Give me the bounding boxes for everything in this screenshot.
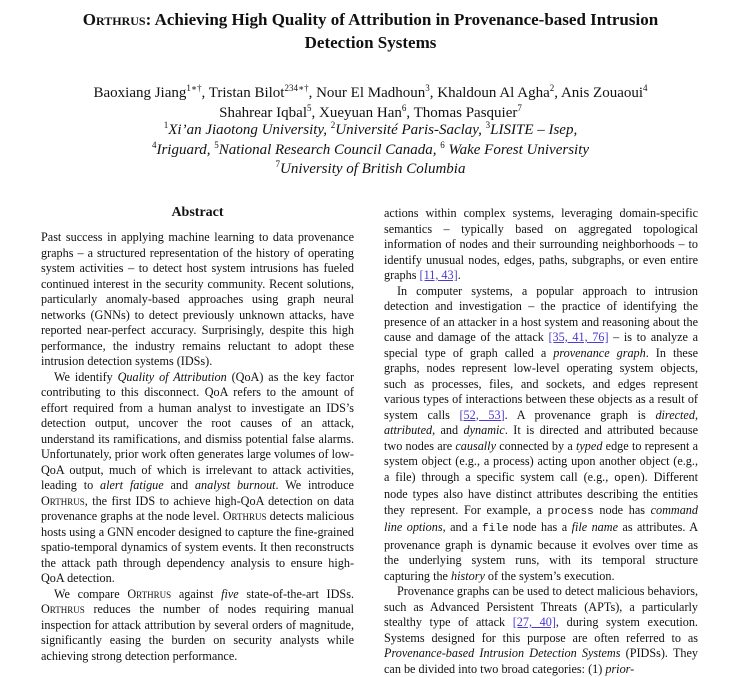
affiliation: Iriguard, [156,141,215,158]
affiliation: University of British Columbia [280,161,466,177]
body-paragraph-3 [384,584,698,677]
affil-mark: 1 [163,120,169,130]
affiliation-line-1 [20,121,721,141]
emphasis: attributed [384,423,433,437]
code-token: process [547,505,594,518]
emphasis: Quality of Attribution [117,369,227,384]
abstract-column [41,205,354,664]
text-run: . A provenance graph is [504,407,656,422]
text-run: , the first IDS to achieve high-QoA detection on data provenance graphs at the node level. [41,493,354,523]
text-run: We compare [54,586,128,601]
affiliation: LISITE – Isep, [490,122,578,138]
emphasis: command line options [384,502,698,534]
author: Shahrear Iqbal [219,104,308,121]
intro-column [384,206,698,677]
text-run: of the system’s execution. [484,568,615,583]
title-line2: Detection Systems [304,33,437,52]
author: Nour El Madhoun [316,85,426,101]
emphasis: prior- [605,661,635,676]
citation-link[interactable]: [52, 53] [459,407,505,422]
emphasis: causally [455,438,496,453]
affiliation: Wake Forest University [444,141,590,158]
author-mark: 5 [307,102,312,113]
body-paragraph-1 [384,206,698,284]
author: Tristan Bilot [208,85,285,101]
emphasis: Provenance-based Intrusion Detection Systems [384,646,621,660]
abstract-paragraph-1: Past success in applying machine learning to data provenance graphs – a structured representation of the history of operating system activities – to detect host system intrusions has fueled continued interest in the security community. Recent solutions, particularly anomaly-based approaches using graph neural networks (GNNs) to detect previously unknown attacks, have reported near-perfect accuracy. Surprisingly, despite this high performance, the industry remains reluctant to adopt these intrusion detection systems (IDSs). [41,230,354,368]
code-token: open [614,472,641,485]
text-run: node has [593,502,651,517]
affil-mark: 5 [214,139,219,150]
paper-title [20,8,721,54]
system-name: Orthrus [41,602,85,616]
author-mark: 1∗† [186,83,202,93]
author-mark: 4 [643,83,648,93]
text-run: – is to analyze a special type of graph called a [384,330,699,360]
system-name: Orthrus [127,586,172,601]
emphasis: alert fatigue [100,478,164,492]
text-run: , and [432,423,464,437]
author-mark: 234∗† [284,83,309,93]
author: Thomas Pasquier [413,104,518,121]
citation-link[interactable]: [27, 40] [512,615,556,629]
affiliation-line-2 [20,141,721,161]
text-run: and [163,478,195,492]
author-mark: 7 [517,102,522,113]
system-name: Orthrus [222,509,267,523]
text-run: as attributes. A provenance graph is dynamic because it evolves over time as the underlying system runs, with its temporal structure capturing the [384,520,698,583]
text-run: connected by a [495,438,577,453]
citation-link[interactable]: [11, 43] [419,268,458,282]
text-run: Provenance graphs can be used to detect malicious behaviors, such as Advanced Persistent Threats (APTs), a particularly stealthy type of attack [384,584,698,629]
affil-mark: 2 [330,120,336,130]
emphasis: provenance graph [553,345,646,360]
system-name: Orthrus [41,493,85,508]
author-sep: , [308,85,317,101]
abstract-heading: Abstract [171,205,224,220]
text-run: edge to represent a system object (e.g., a process) acting upon another object (e.g., a file) through a specific system call (e.g., [384,438,699,484]
author-sep: , [554,85,561,101]
text-run: state-of-the-art IDSs. [238,586,354,601]
text-run: , [694,407,698,422]
author-list [20,84,721,123]
author: Khaldoun Al Agha [437,85,550,101]
affiliation: Université Paris-Saclay, [335,122,486,138]
affiliation-line-3 [20,160,721,180]
title-line1: : Achieving High Quality of Attribution in Provenance-based Intrusion [145,10,659,29]
code-token: file [482,523,509,535]
author-line-1 [20,84,721,104]
affil-mark: 6 [440,139,445,150]
author: Baoxiang Jiang [93,85,187,101]
affiliations [20,121,721,180]
text-run: node has a [508,520,572,534]
author-mark: 2 [549,83,555,93]
author-mark: 3 [425,83,430,93]
author-mark: 6 [401,102,407,113]
text-run: , and a [442,520,483,534]
emphasis: analyst burnout [194,478,276,492]
emphasis: history [451,568,485,583]
text-run: (QoA) as the key factor contributing to this disconnect. QoA refers to the amount of effort required from a human analyst to investigate an IDS’s detection output, uncover the root causes of an attack, understand its ramifications, and dismiss potential false alarms. Unfortunately, prior work often generates large volumes of low-QoA output, much of which is irrelevant to attack activities, leading to [41,369,355,492]
title-system-name: Orthrus [82,10,146,29]
text-run: against [171,586,222,601]
emphasis: file name [571,520,618,534]
text-run: , during system execution. Systems designed for this purpose are often referred to as [384,615,698,645]
text-run: . [457,268,461,282]
author-sep: , [201,85,209,101]
text-run: In computer systems, a popular approach to intrusion detection and investigation – the practice of identifying the presence of an attacker in a host system and reasoning about the cause and damage of the attack [384,283,698,344]
emphasis: typed [576,438,603,453]
affil-mark: 7 [275,159,281,169]
text-run: (PIDSs). They can be divided into two broad categories: (1) [384,646,698,676]
affiliation: National Research Council Canada, [218,141,441,158]
text-run: . We introduce [275,478,354,492]
author-sep: , [429,85,438,101]
text-run: actions within complex systems, leveraging domain-specific semantics – typically based on aggregated topological information of nodes and their surrounding neighborhoods – to identify unusual nodes, edges, paths, subgraphs, or even entire graphs [384,206,698,282]
author-sep: , [311,104,320,121]
abstract-paragraph-2 [41,370,354,587]
emphasis: five [221,586,239,601]
emphasis: directed [655,407,695,422]
text-run: . In these graphs, nodes represent low-level operating system objects, such as processes, files, and sockets, and edges represent various types of interactions between these objects as a result of system calls [384,345,698,422]
author: Xueyuan Han [319,104,402,121]
body-paragraph-2 [384,284,698,585]
text-run: detects malicious hosts using a GNN encoder designed to capture the fine-grained spatio-temporal dynamics of system events. It then reconstructs the attack path through dependency analysis to ensure high-QoA detection. [41,509,354,585]
text-run: . It is directed and attributed because two nodes are [384,423,698,453]
text-run: reduces the number of nodes requiring manual inspection for attack attribution by several orders of magnitude, significantly easing the burden on security analysts while achieving strong detection performance. [41,602,354,663]
author-sep: , [406,104,414,121]
abstract-paragraph-3 [41,587,354,665]
text-run: We identify [54,369,118,384]
affiliation: Xi’an Jiaotong University, [168,122,331,138]
text-run: ). Different node types also have distinct attributes describing the entities they represent. For example, a [384,469,699,517]
affil-mark: 4 [151,139,157,150]
citation-link[interactable]: [35, 41, 76] [548,330,609,344]
author: Anis Zouaoui [560,85,644,101]
affil-mark: 3 [485,120,491,130]
emphasis: dynamic [463,423,505,437]
